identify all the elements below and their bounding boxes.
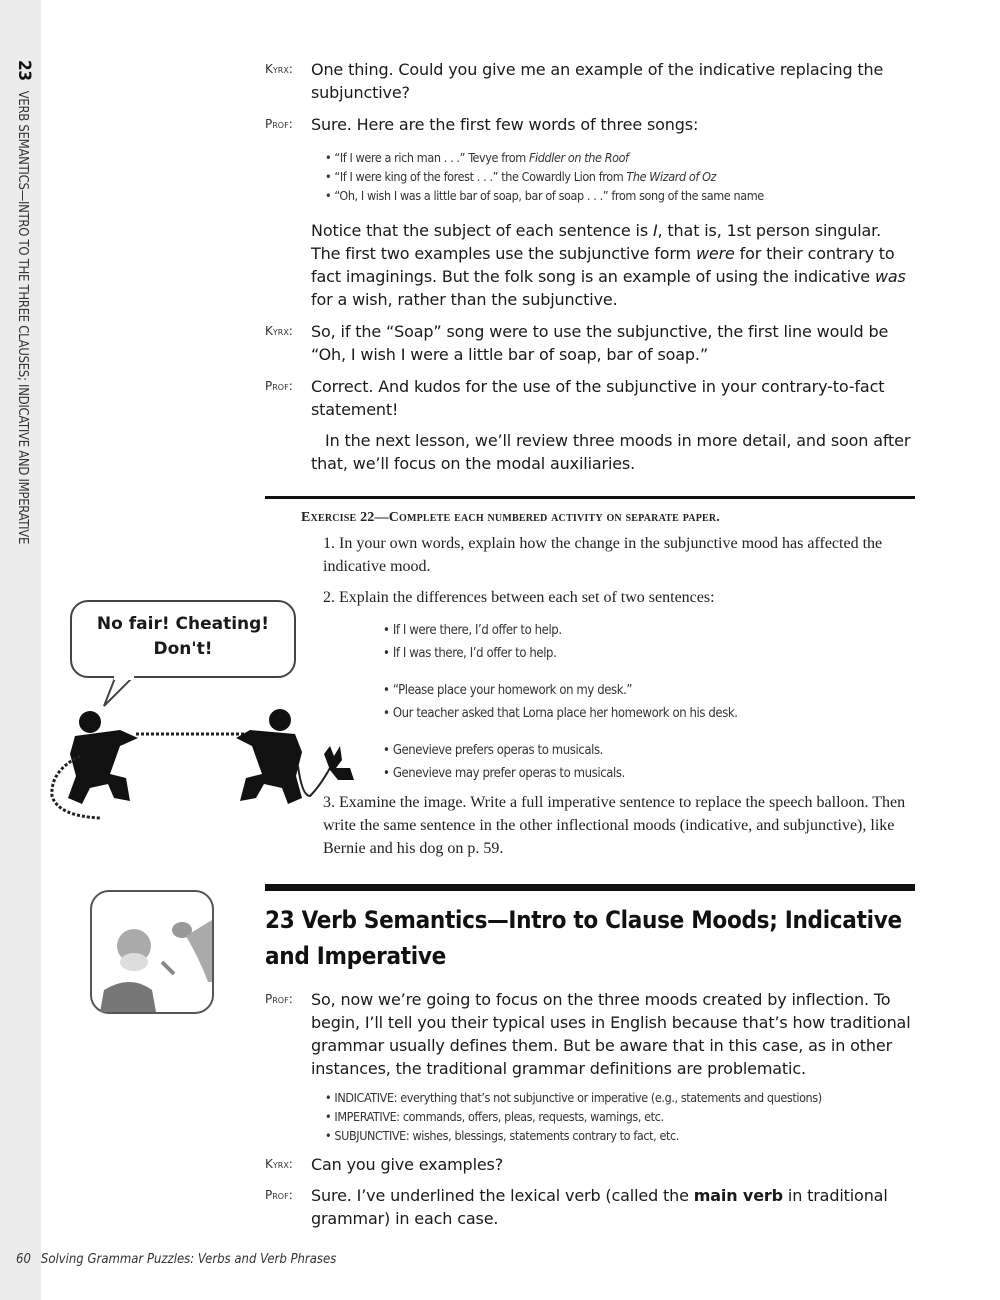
professor-illustration	[90, 890, 214, 1014]
speaker-label: Prof:	[265, 117, 293, 131]
dialogue-line	[265, 113, 915, 136]
speaker-label: Kyrx:	[265, 324, 293, 338]
sentence-item: • If I were there, I’d offer to help.	[383, 619, 915, 642]
section-rule	[265, 884, 915, 891]
song-item: • “If I were king of the forest . . .” the Cowardly Lion from The Wizard of Oz	[325, 167, 915, 186]
speaker-label: Kyrx:	[265, 62, 293, 76]
dialogue-line	[265, 1153, 915, 1176]
mood-item: • IMPERATIVE: commands, offers, pleas, requests, warnings, etc.	[325, 1107, 915, 1126]
song-item: • “If I were a rich man . . .” Tevye from Fiddler on the Roof	[325, 148, 915, 167]
tug-of-war-cartoon	[40, 676, 360, 826]
speaker-label: Prof:	[265, 1188, 293, 1202]
dialogue-text: Can you give examples?	[311, 1155, 504, 1174]
song-source-title: The Wizard of Oz	[626, 169, 717, 184]
chapter-running-head	[8, 60, 34, 700]
balloon-tail	[104, 678, 132, 706]
songs-list	[265, 148, 915, 205]
dialogue-text: Sure. Here are the first few words of three songs:	[311, 115, 699, 134]
exercise-heading: Exercise 22—Complete each numbered activity on separate paper.	[301, 510, 720, 525]
sentence-item: • Our teacher asked that Lorna place her homework on his desk.	[383, 702, 915, 725]
right-figure-icon	[236, 709, 302, 804]
sentence-item: • Genevieve may prefer operas to musicals.	[383, 762, 915, 785]
speaker-label: Prof:	[265, 379, 293, 393]
section-heading: 23 Verb Semantics—Intro to Clause Moods; Indicative and Imperative	[265, 906, 902, 970]
sentence-item: • Genevieve prefers operas to musicals.	[383, 739, 915, 762]
chapter-number: 23	[14, 60, 34, 81]
sentence-item: • If I was there, I’d offer to help.	[383, 642, 915, 665]
exercise-item-3: 3. Examine the image. Write a full imperative sentence to replace the speech balloon. Then write the same sentence in the other inflectional moods (indicative, and subjunctive), like Bernie and his dog on p. 59.	[323, 794, 906, 857]
mood-item: • INDICATIVE: everything that’s not subjunctive or imperative (e.g., statements and questions)	[325, 1088, 915, 1107]
chapter-sidebar	[0, 0, 41, 1300]
notice-paragraph: Notice that the subject of each sentence is I, that is, 1st person singular. The first two examples use the subjunctive form were for their contrary to fact imaginings. But the folk song is an example of using the indicative was for a wish, rather than the subjunctive.	[311, 221, 906, 309]
dialogue-line	[265, 988, 915, 1080]
exercise-box	[265, 510, 915, 860]
dialogue-top	[265, 58, 915, 475]
speaker-label: Prof:	[265, 992, 293, 1006]
exercise-rule	[265, 496, 915, 499]
speech-balloon: No fair! Cheating! Don't!	[70, 600, 296, 678]
page-footer	[16, 1252, 336, 1267]
sentence-set-1	[265, 619, 915, 665]
dialogue-text: Correct. And kudos for the use of the subjunctive in your contrary-to-fact statement!	[311, 377, 885, 419]
dialogue-line	[265, 375, 915, 421]
song-item: • “Oh, I wish I was a little bar of soap, bar of soap . . .” from song of the same name	[325, 186, 915, 205]
dialogue-line	[265, 58, 915, 104]
dialogue-text: One thing. Could you give me an example of the indicative replacing the subjunctive?	[311, 60, 884, 102]
exercise-item-2: 2. Explain the differences between each set of two sentences:	[323, 589, 715, 606]
exercise-item-1: 1. In your own words, explain how the change in the subjunctive mood has affected the indicative mood.	[323, 535, 883, 575]
mood-item: • SUBJUNCTIVE: wishes, blessings, statements contrary to fact, etc.	[325, 1126, 915, 1145]
dialogue-line	[265, 320, 915, 366]
sentence-set-2	[265, 679, 915, 725]
book-title: Solving Grammar Puzzles: Verbs and Verb Phrases	[40, 1252, 337, 1267]
dialogue-text: So, now we’re going to focus on the three moods created by inflection. To begin, I’ll tell you their typical uses in English because that’s how traditional grammar usually defines them. But be aware that in this case, as in other instances, the traditional grammar definitions are problematic.	[311, 990, 911, 1078]
chapter-title: VERB SEMANTICS—INTRO TO THE THREE CLAUSES; INDICATIVE AND IMPERATIVE	[15, 90, 30, 545]
section-content	[265, 902, 915, 1230]
main-verb-term: main verb	[693, 1186, 783, 1205]
dialogue-line: Prof: Sure. I’ve underlined the lexical verb (called the main verb in traditional grammar) in each case.	[265, 1186, 888, 1228]
dog-icon	[324, 746, 354, 780]
speaker-label: Kyrx:	[265, 1157, 293, 1171]
sentence-set-3	[265, 739, 915, 785]
next-lesson-paragraph: In the next lesson, we’ll review three moods in more detail, and soon after that, we’ll focus on the modal auxiliaries.	[311, 431, 911, 473]
moods-list	[265, 1088, 915, 1145]
page-number: 60	[16, 1252, 31, 1267]
song-source-title: Fiddler on the Roof	[528, 150, 629, 165]
sentence-item: • “Please place your homework on my desk.”	[383, 679, 915, 702]
dialogue-text: So, if the “Soap” song were to use the subjunctive, the first line would be “Oh, I wish I were a little bar of soap, bar of soap.”	[311, 322, 889, 364]
